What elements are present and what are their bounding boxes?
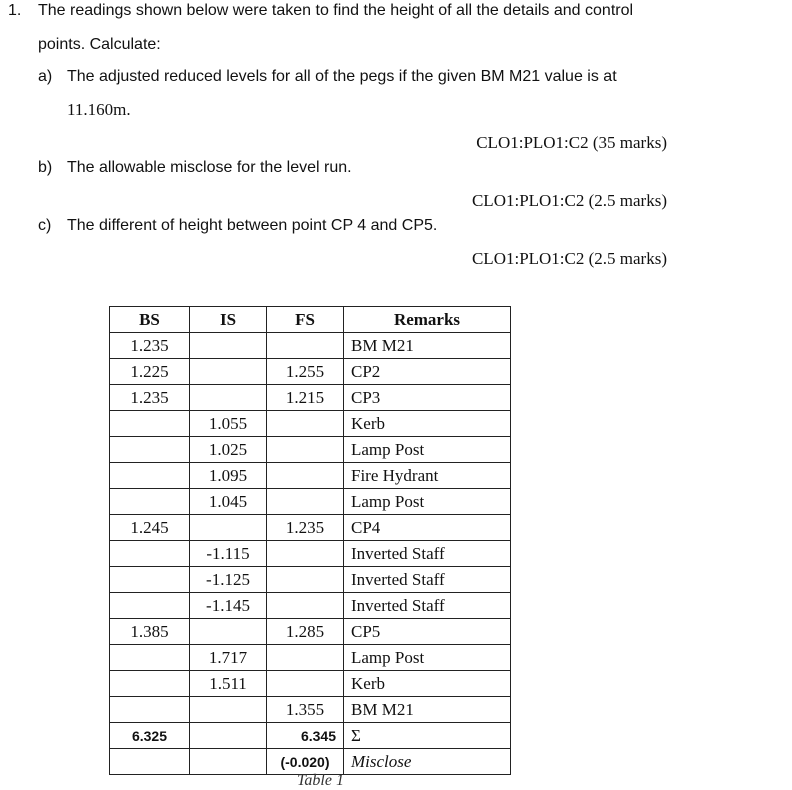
part-c-marks: CLO1:PLO1:C2 (2.5 marks): [471, 249, 667, 268]
cell-remark: Fire Hydrant: [344, 463, 511, 489]
cell-remark: BM M21: [344, 333, 511, 359]
table-row: [110, 515, 511, 541]
cell-is: -1.145: [190, 593, 267, 619]
cell-fs: 1.285: [267, 619, 344, 645]
header-remarks: Remarks: [344, 307, 511, 333]
cell-remark: Lamp Post: [344, 645, 511, 671]
cell-bs: [110, 567, 190, 593]
cell-bs: [110, 541, 190, 567]
part-c-line1: The different of height between point CP 4 and CP5.: [67, 217, 438, 234]
cell-bs: [110, 411, 190, 437]
cell-is: -1.125: [190, 567, 267, 593]
cell-is: 1.717: [190, 645, 267, 671]
table-row: [110, 567, 511, 593]
cell-remark: Lamp Post: [344, 489, 511, 515]
sum-row: [110, 723, 511, 749]
cell-fs: [267, 489, 344, 515]
cell-bs: [110, 671, 190, 697]
cell-bs: [110, 463, 190, 489]
question-intro-line2: points. Calculate:: [38, 36, 161, 53]
part-a-line2: 11.160m.: [67, 100, 131, 119]
table-row: [110, 489, 511, 515]
part-b-line1: The allowable misclose for the level run.: [67, 159, 352, 176]
cell-remark: CP4: [344, 515, 511, 541]
sum-fs: 6.345: [267, 723, 344, 749]
cell-fs: [267, 671, 344, 697]
misclose-row: [110, 749, 511, 775]
cell-fs: [267, 541, 344, 567]
table-row: [110, 619, 511, 645]
cell-is: [190, 619, 267, 645]
cell-is: [190, 697, 267, 723]
levelling-table: [109, 306, 511, 775]
cell-fs: [267, 411, 344, 437]
table-row: [110, 411, 511, 437]
cell-is: 1.095: [190, 463, 267, 489]
table-row: [110, 593, 511, 619]
header-fs: FS: [267, 307, 344, 333]
misclose-is: [190, 749, 267, 775]
cell-bs: 1.225: [110, 359, 190, 385]
cell-is: [190, 333, 267, 359]
misclose-label: Misclose: [344, 749, 511, 775]
cell-is: [190, 515, 267, 541]
sum-symbol: Σ: [344, 723, 511, 749]
cell-bs: 1.235: [110, 385, 190, 411]
cell-bs: [110, 437, 190, 463]
cell-remark: BM M21: [344, 697, 511, 723]
cell-is: [190, 359, 267, 385]
misclose-value: (-0.020): [267, 749, 344, 775]
cell-bs: 1.235: [110, 333, 190, 359]
cell-is: 1.025: [190, 437, 267, 463]
table-header-row: [110, 307, 511, 333]
table-row: [110, 671, 511, 697]
table-row: [110, 645, 511, 671]
table-row: [110, 463, 511, 489]
table-body: [110, 333, 511, 723]
part-a-label: a): [38, 68, 53, 85]
cell-remark: CP2: [344, 359, 511, 385]
cell-fs: [267, 567, 344, 593]
cell-is: -1.115: [190, 541, 267, 567]
part-b-label: b): [38, 159, 53, 176]
part-a-line1: The adjusted reduced levels for all of the pegs if the given BM M21 value is at: [67, 68, 617, 85]
part-c-label: c): [38, 217, 52, 234]
sum-bs: 6.325: [110, 723, 190, 749]
cell-is: [190, 385, 267, 411]
table-row: [110, 697, 511, 723]
part-b-marks: CLO1:PLO1:C2 (2.5 marks): [471, 191, 667, 210]
cell-remark: Inverted Staff: [344, 541, 511, 567]
cell-is: 1.055: [190, 411, 267, 437]
cell-bs: 1.385: [110, 619, 190, 645]
cell-bs: [110, 489, 190, 515]
cell-remark: CP3: [344, 385, 511, 411]
table-row: [110, 333, 511, 359]
cell-is: 1.511: [190, 671, 267, 697]
cell-fs: 1.235: [267, 515, 344, 541]
cell-bs: [110, 593, 190, 619]
cell-fs: [267, 593, 344, 619]
cell-remark: Inverted Staff: [344, 567, 511, 593]
part-a-marks: CLO1:PLO1:C2 (35 marks): [476, 133, 667, 152]
cell-bs: 1.245: [110, 515, 190, 541]
table-row: [110, 541, 511, 567]
cell-remark: Kerb: [344, 671, 511, 697]
table-caption: Table 1: [297, 772, 344, 789]
table-row: [110, 437, 511, 463]
question-number: 1.: [8, 2, 22, 19]
table-row: [110, 359, 511, 385]
misclose-bs: [110, 749, 190, 775]
header-is: IS: [190, 307, 267, 333]
cell-fs: [267, 645, 344, 671]
cell-fs: 1.355: [267, 697, 344, 723]
cell-remark: CP5: [344, 619, 511, 645]
cell-bs: [110, 697, 190, 723]
cell-fs: 1.215: [267, 385, 344, 411]
cell-fs: [267, 333, 344, 359]
cell-remark: Lamp Post: [344, 437, 511, 463]
question-intro-line1: The readings shown below were taken to find the height of all the details and control: [38, 2, 634, 19]
table-row: [110, 385, 511, 411]
cell-fs: [267, 437, 344, 463]
header-bs: BS: [110, 307, 190, 333]
cell-fs: 1.255: [267, 359, 344, 385]
cell-remark: Inverted Staff: [344, 593, 511, 619]
sum-is: [190, 723, 267, 749]
cell-is: 1.045: [190, 489, 267, 515]
cell-fs: [267, 463, 344, 489]
cell-remark: Kerb: [344, 411, 511, 437]
cell-bs: [110, 645, 190, 671]
